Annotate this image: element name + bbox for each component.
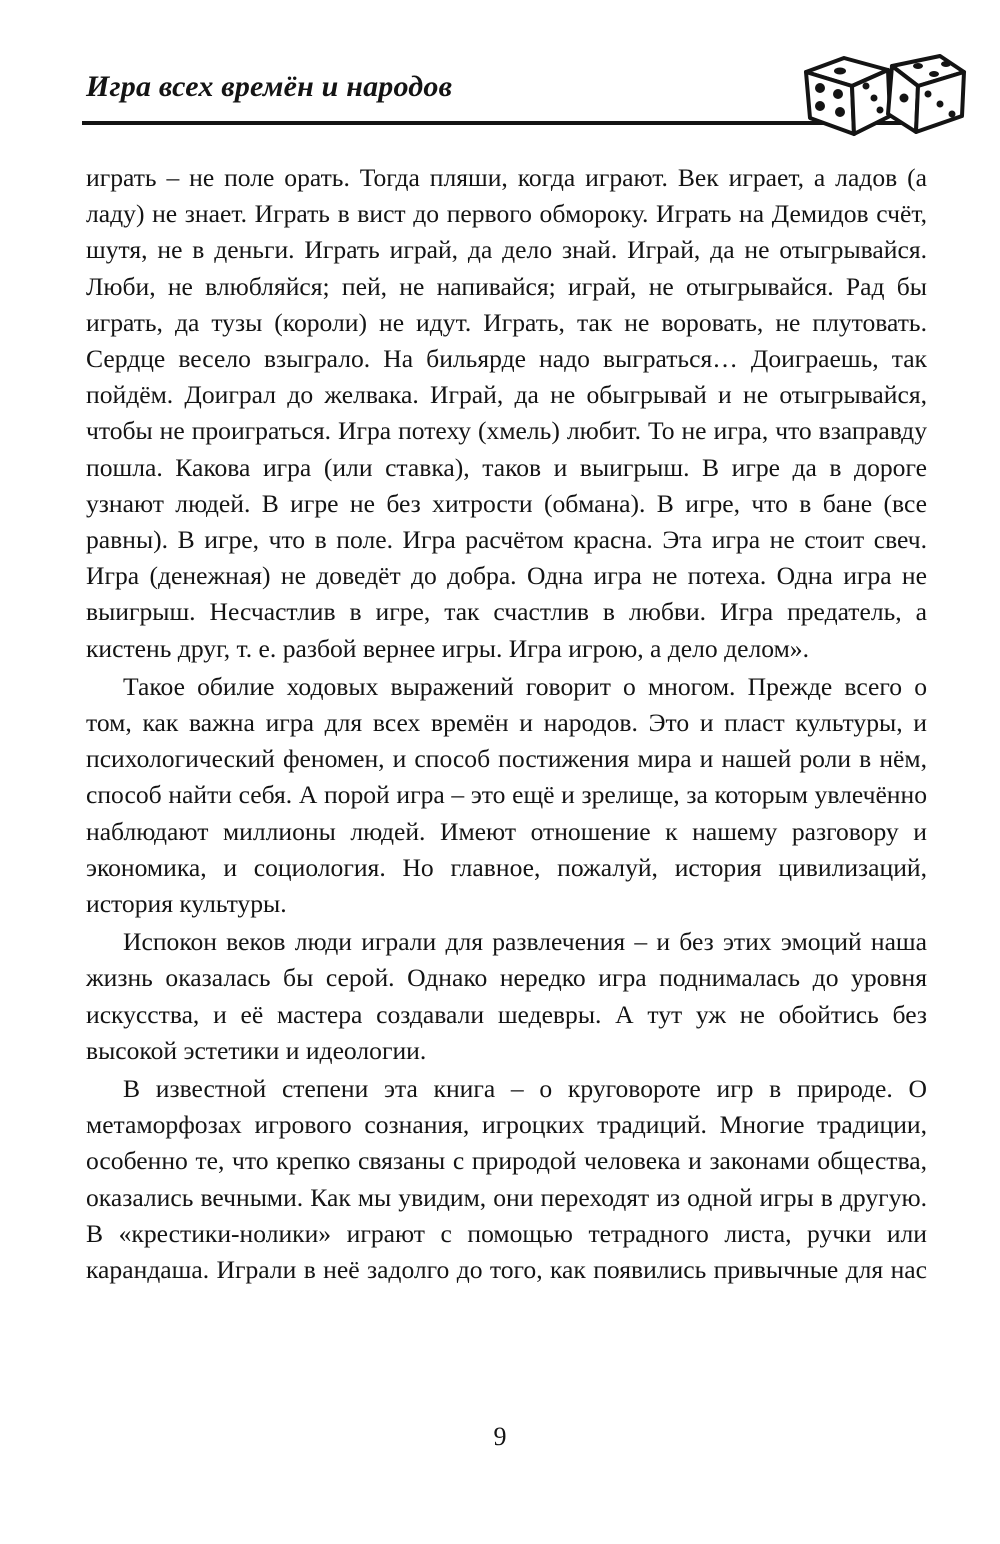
header-rule <box>82 121 912 125</box>
paragraph: В известной степени эта книга – о круговороте игр в природе. О метаморфозах игрового сознания, игроцких традиций. Многие традиции, особенно те, что крепко связаны с природой человека и законами общества, оказались вечными. Как мы увидим, они переходят из одной игры в другую. В «крестики-нолики» играют с помощью тетрадного листа, ручки или карандаша. Играли в неё задолго до того, как появились привычные для нас <box>86 1074 927 1285</box>
running-title: Игра всех времён и народов <box>86 70 453 103</box>
dice-icon <box>800 30 970 145</box>
left-die <box>806 58 890 134</box>
paragraph: Испокон веков люди играли для развлечения – и без этих эмоций наша жизнь оказалась бы серой. Однако нередко игра поднималась до уровня искусства, и её мастера создавали шедевры. А тут уж не обойтись без высокой эстетики и идеологии. <box>86 927 927 1065</box>
body-text <box>86 160 927 1288</box>
paragraph: играть – не поле орать. Тогда пляши, когда играют. Век играет, а ладов (а ладу) не знает. Играть в вист до первого обмороку. Играть на Демидов счёт, шутя, не в деньги. Играть играй, да дело знай. Играй, да не отыгрывайся. Люби, не влюбляйся; пей, не напивайся; играй, не отыгрывайся. Рад бы играть, да тузы (короли) не идут. Играть, так не воровать, не плутовать. Сердце весело взыграло. На бильярде надо выграться… Доиграешь, так пойдём. Доиграл до желвака. Играй, да не обыгрывай и не отыгрывайся, чтобы не проиграться. Игра потеху (хмель) любит. То не игра, что взаправду пошла. Какова игра (или ставка), таков и выигрыш. В игре да в дороге узнают людей. В игре не без хитрости (обмана). В игре, что в бане (все равны). В игре, что в поле. Игра расчётом красна. Эта игра не стоит свеч. Игра (денежная) не доведёт до добра. Одна игра не потеха. Одна игра не выигрыш. Несчастлив в игре, так счастлив в любви. Игра предатель, а кистень друг, т. е. разбой вернее игры. Игра игрою, а дело делом». <box>86 163 927 663</box>
paragraph: Такое обилие ходовых выражений говорит о многом. Прежде всего о том, как важна игра для всех времён и народов. Это и пласт культуры, и психологический феномен, и способ постижения мира и нашей роли в нём, способ найти себя. А порой игра – это ещё и зрелище, за которым увлечённо наблюдают миллионы людей. Имеют отношение к нашему разговору и экономика, и социология. Но главное, пожалуй, история цивилизаций, история культуры. <box>86 671 927 919</box>
page-number: 9 <box>493 1422 507 1451</box>
